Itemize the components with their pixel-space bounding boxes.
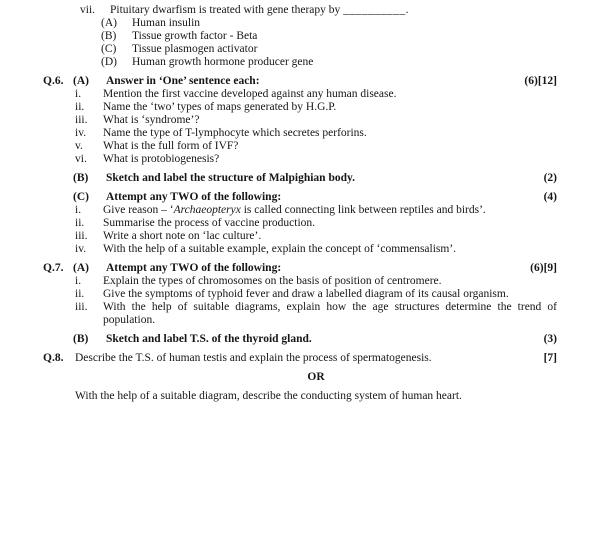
marks-badge: (4) (543, 191, 557, 203)
section-heading: Sketch and label T.S. of the thyroid gland. (106, 333, 312, 345)
option-label: (D) (101, 56, 117, 68)
item-number: iii. (75, 301, 88, 313)
item-text (103, 204, 557, 217)
option-label: (C) (101, 43, 117, 55)
section-heading: Attempt any TWO of the following: (106, 262, 282, 274)
q7-section-a-heading-row (43, 262, 606, 275)
item-text: Write a short note on ‘lac culture’. (103, 230, 262, 242)
item-number: ii. (75, 217, 85, 229)
item-text: With the help of suitable diagrams, explain how the age structures determine the trend of population. (103, 301, 557, 326)
item-number: vi. (75, 153, 87, 165)
q7-section-b-heading-row (73, 333, 606, 346)
item-number: iv. (75, 127, 87, 139)
item-text: With the help of a suitable example, explain the concept of ‘commensalism’. (103, 243, 457, 255)
mcq-option-d (101, 56, 606, 69)
item-number: ii. (75, 288, 85, 300)
option-label: (B) (101, 30, 117, 42)
item-text: What is the full form of IVF? (103, 140, 239, 152)
q7a-item-iii (75, 301, 606, 327)
mcq-question-text (110, 4, 409, 17)
section-label: (A) (73, 262, 89, 274)
q8-question-row (43, 352, 606, 365)
marks-badge: [7] (543, 352, 557, 364)
q8-alternative-question (75, 390, 606, 403)
q6a-item-iv (75, 127, 606, 140)
mcq-item-number: vii. (80, 4, 96, 16)
option-text: Human insulin (132, 17, 201, 29)
mcq-option-b (101, 30, 606, 43)
section-label: (C) (73, 191, 89, 203)
item-text: Give the symptoms of typhoid fever and draw a labelled diagram of its causal organism. (103, 288, 509, 300)
q6c-item-i (75, 204, 606, 217)
mcq-question-period: . (405, 4, 409, 16)
item-number: iv. (75, 243, 87, 255)
question-number: Q.6. (43, 75, 64, 87)
q6a-item-ii (75, 101, 606, 114)
q6-section-c-heading-row (73, 191, 606, 204)
item-number: ii. (75, 101, 85, 113)
item-number: iii. (75, 114, 88, 126)
italic-species-name: Archaeopteryx (173, 204, 241, 216)
option-label: (A) (101, 17, 117, 29)
section-label: (B) (73, 333, 89, 345)
q6a-item-iii (75, 114, 606, 127)
question-text: With the help of a suitable diagram, describe the conducting system of human heart. (75, 390, 462, 402)
q7a-item-i (75, 275, 606, 288)
marks-badge: (3) (543, 333, 557, 345)
section-heading: Sketch and label the structure of Malpighian body. (106, 172, 355, 184)
item-text: What is ‘syndrome’? (103, 114, 200, 126)
option-text: Tissue plasmogen activator (132, 43, 258, 55)
q6a-item-vi (75, 153, 606, 166)
item-number: iii. (75, 230, 88, 242)
item-text: What is protobiogenesis? (103, 153, 220, 165)
option-text: Tissue growth factor - Beta (132, 30, 258, 42)
item-text-suffix: is called connecting link between reptiles and birds’. (240, 204, 486, 216)
or-separator: OR (307, 371, 325, 383)
q7a-item-ii (75, 288, 606, 301)
question-number: Q.8. (43, 352, 64, 364)
item-text: Explain the types of chromosomes on the basis of position of centromere. (103, 275, 442, 287)
q6-section-b-heading-row (73, 172, 606, 185)
item-text: Mention the first vaccine developed against any human disease. (103, 88, 397, 100)
q6-section-a-heading-row (43, 75, 606, 88)
item-number: v. (75, 140, 83, 152)
item-number: i. (75, 204, 82, 216)
marks-badge: (6)[9] (530, 262, 557, 274)
mcq-option-a (101, 17, 606, 30)
section-label: (B) (73, 172, 89, 184)
item-number: i. (75, 275, 82, 287)
q6c-item-iii (75, 230, 606, 243)
section-heading: Attempt any TWO of the following: (106, 191, 282, 203)
q6c-item-ii (75, 217, 606, 230)
section-label: (A) (73, 75, 89, 87)
item-text: Name the ‘two’ types of maps generated by H.G.P. (103, 101, 337, 113)
item-text: Summarise the process of vaccine production. (103, 217, 316, 229)
q6a-item-i (75, 88, 606, 101)
fill-in-blank: __________ (343, 4, 406, 16)
marks-badge: (2) (543, 172, 557, 184)
mcq-question-stem: Pituitary dwarfism is treated with gene therapy by (110, 4, 344, 16)
section-heading: Answer in ‘One’ sentence each: (106, 75, 260, 87)
question-number: Q.7. (43, 262, 64, 274)
item-text-prefix: Give reason – ‘ (103, 204, 174, 216)
option-text: Human growth hormone producer gene (132, 56, 314, 68)
q6c-item-iv (75, 243, 606, 256)
item-number: i. (75, 88, 82, 100)
mcq-question-vii (80, 4, 606, 17)
item-text: Name the type of T-lymphocyte which secretes perforins. (103, 127, 367, 139)
mcq-option-c (101, 43, 606, 56)
question-text: Describe the T.S. of human testis and explain the process of spermatogenesis. (75, 352, 432, 364)
marks-badge: (6)[12] (524, 75, 557, 87)
q6a-item-v (75, 140, 606, 153)
